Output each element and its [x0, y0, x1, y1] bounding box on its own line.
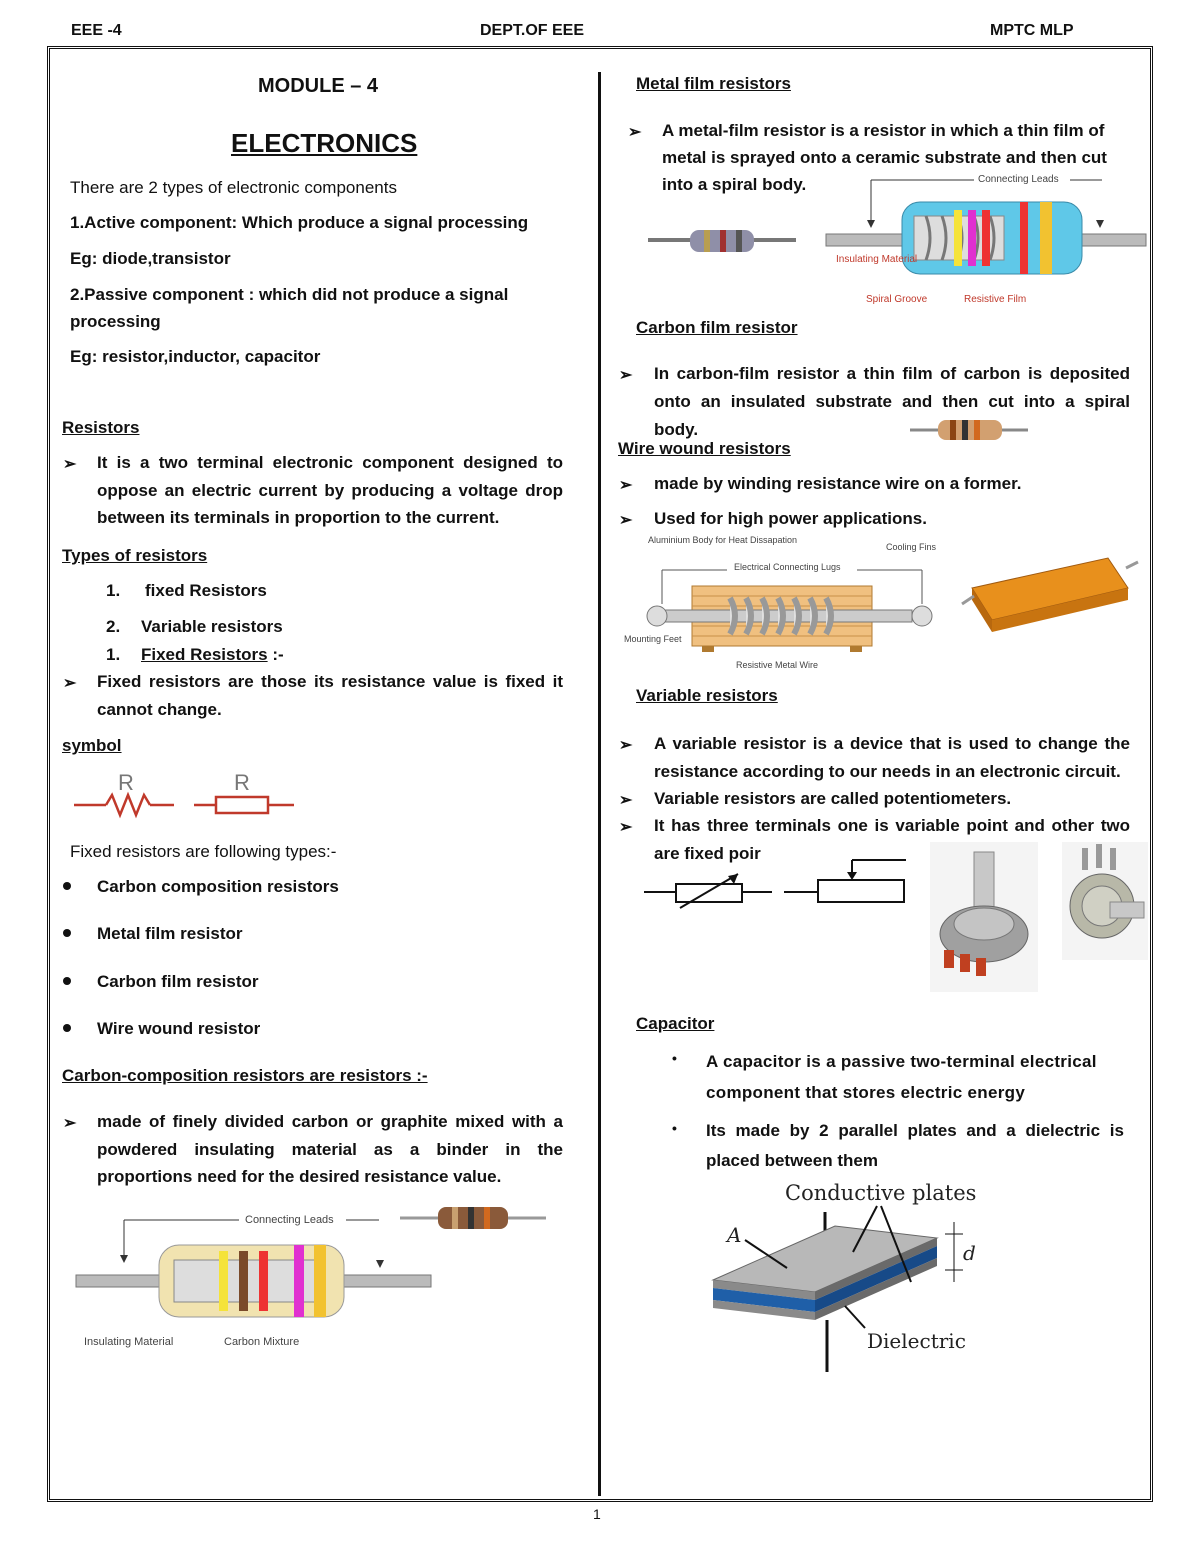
intro-text: There are 2 types of electronic components [70, 178, 397, 197]
carbon-film-photo [910, 419, 1030, 443]
capacitor-point-2: Its made by 2 parallel plates and a dielectric is placed between them [706, 1121, 1124, 1170]
wire-label-mounting: Mounting Feet [624, 634, 682, 644]
symbol-label-box: R [234, 770, 250, 795]
bullet-icon [63, 929, 71, 937]
variable-point-2: Variable resistors are called potentiometers. [654, 789, 1012, 808]
variable-point-1: A variable resistor is a device that is used to change the resistance according to our needs in an electronic circuit. [654, 734, 1130, 781]
arrow-bullet-icon: ➢ [619, 737, 633, 754]
type-1-num: 1. [106, 581, 121, 600]
metal-film-description: A metal-film resistor is a resistor in which a thin film of metal is sprayed onto a ceramic substrate and then cut into a spiral body. [662, 121, 1107, 194]
wire-label-fins: Cooling Fins [886, 542, 937, 552]
label-insulating-material: Insulating Material [84, 1336, 174, 1348]
carbon-film-heading: Carbon film resistor [636, 318, 798, 337]
potentiometer-photo-2 [1062, 842, 1148, 960]
carbon-comp-heading: Carbon-composition resistors are resistors :- [62, 1066, 428, 1085]
resistors-description: It is a two terminal electronic component designed to oppose an electric current by producing a voltage drop between its terminals in proportion to the current. [97, 453, 563, 527]
active-component: 1.Active component: Which produce a signal processing [70, 213, 529, 232]
symbol-heading: symbol [62, 736, 122, 755]
type-1-label: fixed Resistors [145, 581, 267, 600]
passive-component: 2.Passive component : which did not produce a signal processing [70, 285, 509, 331]
arrow-bullet-icon: ➢ [63, 1115, 77, 1132]
fixed-type-1: Carbon composition resistors [97, 877, 339, 896]
fixed-num: 1. [106, 645, 121, 664]
header-center: DEPT.OF EEE [480, 22, 585, 39]
bullet-icon [63, 1024, 71, 1032]
arrow-bullet-icon: ➢ [63, 456, 77, 473]
label-carbon-mixture: Carbon Mixture [224, 1336, 300, 1348]
wire-wound-heading: Wire wound resistors [618, 439, 791, 458]
wire-wound-photo [958, 548, 1140, 638]
wire-wound-diagram [622, 534, 952, 674]
active-example: Eg: diode,transistor [70, 249, 231, 268]
fixed-types-intro: Fixed resistors are following types:- [70, 842, 337, 861]
variable-resistor-symbols [642, 858, 912, 914]
capacitor-point-1: A capacitor is a passive two-terminal electrical component that stores electric energy [706, 1052, 1097, 1102]
carbon-film-description: In carbon-film resistor a thin film of carbon is deposited onto an insulated substrate and then cut into a spiral body. [654, 364, 1130, 439]
variable-heading: Variable resistors [636, 686, 778, 705]
symbol-label-zigzag: R [118, 770, 134, 795]
metal-label-insulating: Insulating Material [836, 254, 918, 265]
metal-label-groove: Spiral Groove [866, 294, 928, 305]
passive-example: Eg: resistor,inductor, capacitor [70, 347, 321, 366]
variable-point-3: It has three terminals one is variable point and other two are fixed poir [654, 816, 1130, 863]
page-number: 1 [593, 1506, 601, 1522]
wire-point-2: Used for high power applications. [654, 509, 927, 528]
metal-label-leads: Connecting Leads [978, 174, 1059, 185]
fixed-type-2: Metal film resistor [97, 924, 243, 943]
metal-film-heading: Metal film resistors [636, 74, 791, 93]
cap-label-dielectric: Dielectric [867, 1329, 966, 1353]
capacitor-diagram [705, 1176, 1015, 1376]
arrow-bullet-icon: ➢ [619, 819, 633, 836]
column-divider [598, 72, 601, 1496]
types-heading: Types of resistors [62, 546, 208, 565]
cap-label-plates: Conductive plates [785, 1181, 977, 1205]
fixed-heading: Fixed Resistors [141, 645, 268, 664]
metal-film-diagram [826, 172, 1148, 307]
wire-label-body: Aluminium Body for Heat Dissapation [648, 535, 798, 545]
module-title: MODULE – 4 [258, 75, 379, 97]
arrow-bullet-icon: ➢ [628, 124, 642, 141]
label-connecting-leads: Connecting Leads [245, 1214, 334, 1226]
wire-label-wire: Resistive Metal Wire [736, 660, 819, 670]
cap-label-a: A [727, 1223, 742, 1247]
potentiometer-photo-1 [930, 842, 1038, 992]
metal-label-film: Resistive Film [964, 294, 1027, 305]
bullet-icon: • [672, 1050, 677, 1066]
arrow-bullet-icon: ➢ [619, 512, 633, 529]
capacitor-heading: Capacitor [636, 1014, 715, 1033]
wire-label-lugs: Electrical Connecting Lugs [734, 562, 841, 572]
header-right: MPTC MLP [990, 22, 1074, 39]
arrow-bullet-icon: ➢ [63, 675, 77, 692]
type-2-label: Variable resistors [141, 617, 283, 636]
bullet-icon [63, 882, 71, 890]
arrow-bullet-icon: ➢ [619, 477, 633, 494]
arrow-bullet-icon: ➢ [619, 367, 633, 384]
resistor-symbols [70, 765, 300, 825]
fixed-type-3: Carbon film resistor [97, 972, 259, 991]
fixed-suffix: :- [272, 645, 284, 664]
header-left: EEE -4 [71, 22, 122, 39]
arrow-bullet-icon: ➢ [619, 792, 633, 809]
main-title: ELECTRONICS [231, 128, 418, 158]
fixed-type-4: Wire wound resistor [97, 1019, 261, 1038]
carbon-comp-description: made of finely divided carbon or graphite mixed with a powdered insulating material as a binder in the proportions need for the desired resistance value. [97, 1112, 563, 1186]
bullet-icon: • [672, 1120, 677, 1136]
carbon-composition-diagram [74, 1205, 554, 1355]
metal-film-photo [648, 226, 798, 256]
wire-point-1: made by winding resistance wire on a former. [654, 474, 1022, 493]
resistors-heading: Resistors [62, 418, 140, 437]
cap-label-d: d [963, 1241, 976, 1265]
bullet-icon [63, 977, 71, 985]
type-2-num: 2. [106, 617, 121, 636]
fixed-description: Fixed resistors are those its resistance value is fixed it cannot change. [97, 672, 563, 719]
